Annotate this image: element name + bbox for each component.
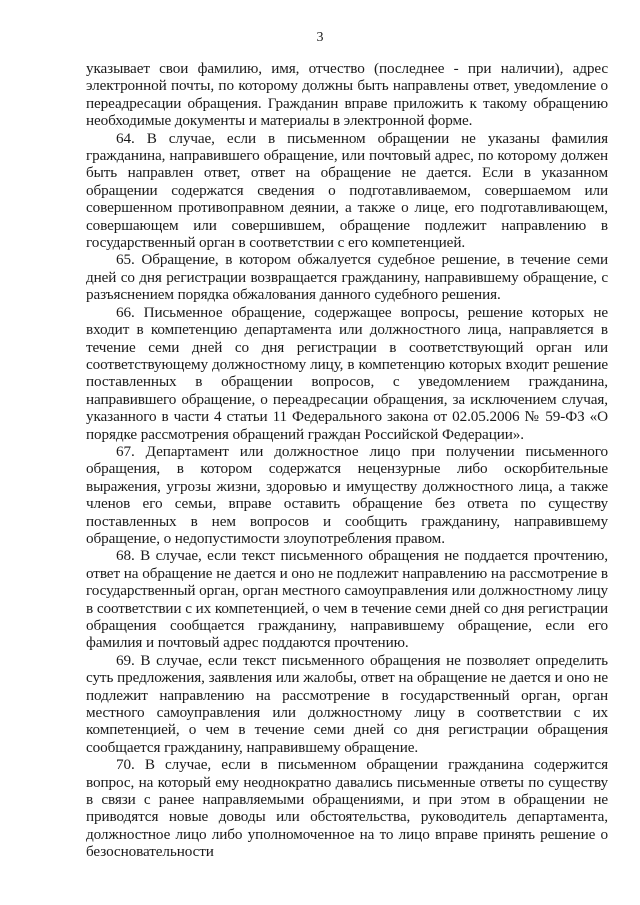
document-body [86,60,608,861]
page-number: 3 [316,30,324,45]
paragraph-64: 64. В случае, если в письменном обращении не указаны фамилия гражданина, направившего обращение, или почтовый адрес, по которому должен быть направлен ответ, ответ на обращение не дается. Если в указанном обращении содержатся сведения о подготавливаемом, совершаемом или совершенном противоправном деянии, а также о лице, его подготавливающем, совершающем или совершившем, обращение подлежит направлению в государственный орган в соответствии с его компетенцией. [86,129,608,252]
paragraph-69: 69. В случае, если текст письменного обращения не позволяет определить суть предложения, заявления или жалобы, ответ на обращение не дается и оно не подлежит направлению на рассмотрение в государственный орган, орган местного самоуправления или должностному лицу в соответствии с их компетенцией, о чем в течение семи дней со дня регистрации обращения сообщается гражданину, направившему обращение. [86,651,608,756]
paragraph-70: 70. В случае, если в письменном обращении гражданина содержится вопрос, на который ему неоднократно давались письменные ответы по существу в связи с ранее направляемыми обращениями, и при этом в обращении не приводятся новые доводы или обстоятельства, руководитель департамента, должностное лицо либо уполномоченное на то лицо вправе принять решение о безосновательности [86,756,608,861]
paragraph-continuation: указывает свои фамилию, имя, отчество (последнее - при наличии), адрес электронной почты, по которому должны быть направлены ответ, уведомление о переадресации обращения. Гражданин вправе приложить к такому обращению необходимые документы и материалы в электронной форме. [86,60,608,130]
paragraph-67: 67. Департамент или должностное лицо при получении письменного обращения, в котором содержатся нецензурные либо оскорбительные выражения, угрозы жизни, здоровью и имуществу должностного лица, а также членов его семьи, вправе оставить обращение без ответа по существу поставленных в нем вопросов и сообщить гражданину, направившему обращение, о недопустимости злоупотребления правом. [86,442,608,547]
paragraph-68: 68. В случае, если текст письменного обращения не поддается прочтению, ответ на обращение не дается и оно не подлежит направлению на рассмотрение в государственный орган, орган местного самоуправления или должностному лицу в соответствии с их компетенцией, о чем в течение семи дней со дня регистрации обращения сообщается гражданину, направившему обращение, если его фамилия и почтовый адрес поддаются прочтению. [86,547,608,652]
paragraph-65: 65. Обращение, в котором обжалуется судебное решение, в течение семи дней со дня регистрации возвращается гражданину, направившему обращение, с разъяснением порядка обжалования данного судебного решения. [86,251,608,304]
paragraph-66: 66. Письменное обращение, содержащее вопросы, решение которых не входит в компетенцию департамента или должностного лица, направляется в течение семи дней со дня регистрации в соответствующий орган или соответствующему должностному лицу, в компетенцию которых входит решение поставленных в обращении вопросов, с уведомлением гражданина, направившего обращение, о переадресации обращения, за исключением случая, указанного в части 4 статьи 11 Федерального закона от 02.05.2006 № 59-ФЗ «О порядке рассмотрения обращений граждан Российской Федерации». [86,303,608,443]
